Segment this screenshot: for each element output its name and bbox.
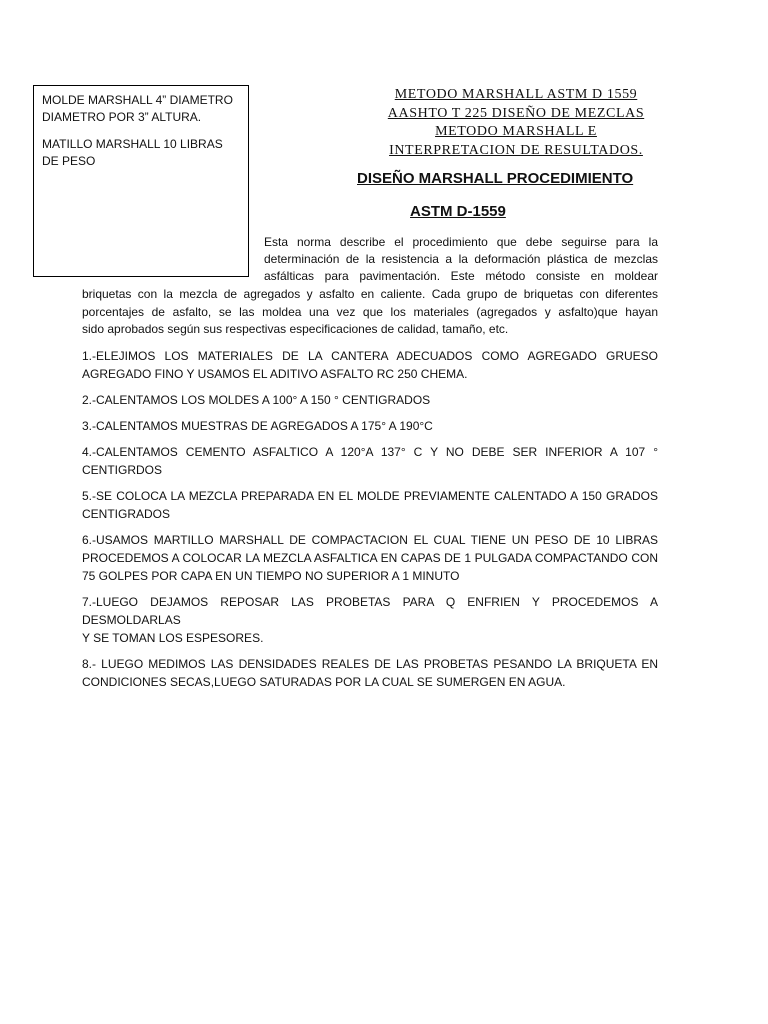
intro-line-2: determinación de la resistencia a la deformación plástica de mezclas	[264, 252, 658, 266]
step-5: 5.-SE COLOCA LA MEZCLA PREPARADA EN EL MOLDE PREVIAMENTE CALENTADO A 150 GRADOS CENTIGRADOS	[82, 489, 658, 521]
document-title	[366, 86, 666, 160]
intro-line-5: porcentajes de asfalto, se las moldea una vez que los materiales (agregados y asfalto)que hayan	[82, 305, 658, 319]
equipment-mold: MOLDE MARSHALL 4” DIAMETRO DIAMETRO POR 3” ALTURA.	[42, 93, 233, 124]
intro-line-4: briquetas con la mezcla de agregados y asfalto en caliente. Cada grupo de briquetas con diferentes	[82, 287, 658, 301]
intro-line-3: asfálticas para pavimentación. Este método consiste en moldear	[264, 269, 658, 283]
heading-procedure: DISEÑO MARSHALL PROCEDIMIENTO	[357, 170, 634, 187]
equipment-hammer: MATILLO MARSHALL 10 LIBRAS DE PESO	[42, 137, 223, 168]
step-7: 7.-LUEGO DEJAMOS REPOSAR LAS PROBETAS PARA Q ENFRIEN Y PROCEDEMOS A DESMOLDARLAS Y SE TOMAN LOS ESPESORES.	[82, 595, 658, 645]
procedure-steps	[82, 347, 658, 699]
title-line-1: METODO MARSHALL ASTM D 1559	[394, 87, 638, 102]
step-3: 3.-CALENTAMOS MUESTRAS DE AGREGADOS A 175° A 190°C	[82, 419, 433, 433]
step-6: 6.-USAMOS MARTILLO MARSHALL DE COMPACTACION EL CUAL TIENE UN PESO DE 10 LIBRAS PROCEDEMOS A COLOCAR LA MEZCLA ASFALTICA EN CAPAS DE 1 PULGADA COMPACTANDO CON 75 GOLPES POR CAPA EN UN TIEMPO NO SUPERIOR A 1 MINUTO	[82, 533, 658, 583]
equipment-box	[33, 85, 249, 277]
step-8: 8.- LUEGO MEDIMOS LAS DENSIDADES REALES DE LAS PROBETAS PESANDO LA BRIQUETA EN CONDICIONES SECAS,LUEGO SATURADAS POR LA CUAL SE SUMERGEN EN AGUA.	[82, 657, 658, 689]
step-4: 4.-CALENTAMOS CEMENTO ASFALTICO A 120°A 137° C Y NO DEBE SER INFERIOR A 107 ° CENTIGRDOS	[82, 445, 658, 477]
intro-line-6: sido aprobados según sus respectivas especificaciones de calidad, tamaño, etc.	[82, 322, 509, 336]
step-2: 2.-CALENTAMOS LOS MOLDES A 100° A 150 ° CENTIGRADOS	[82, 393, 431, 407]
step-1: 1.-ELEJIMOS LOS MATERIALES DE LA CANTERA ADECUADOS COMO AGREGADO GRUESO AGREGADO FINO Y USAMOS EL ADITIVO ASFALTO RC 250 CHEMA.	[82, 349, 658, 381]
intro-line-1: Esta norma describe el procedimiento que debe seguirse para la	[264, 235, 658, 249]
title-line-2: AASHTO T 225 DISEÑO DE MEZCLAS	[387, 105, 645, 121]
heading-standard: ASTM D-1559	[410, 203, 506, 220]
title-line-3: METODO MARSHALL E	[435, 124, 597, 139]
title-line-4: INTERPRETACION DE RESULTADOS.	[389, 142, 643, 158]
